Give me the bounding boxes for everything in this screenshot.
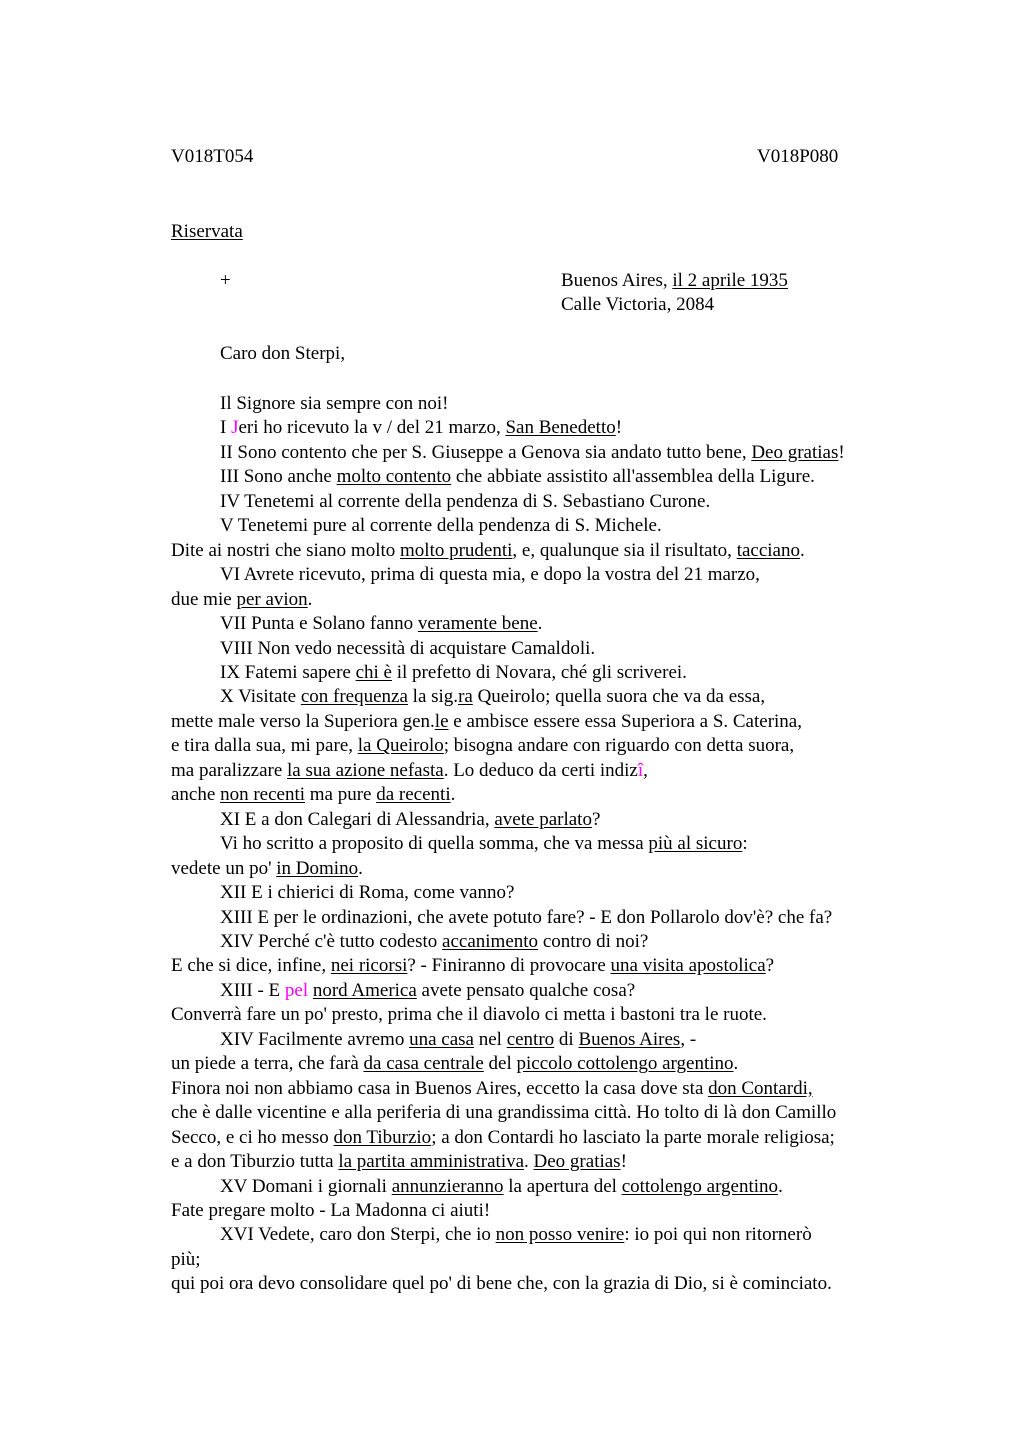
line-text: ; bisogna andare con riguardo con detta suora, bbox=[443, 735, 795, 757]
letter-line bbox=[171, 490, 931, 514]
letter-line bbox=[171, 857, 931, 881]
letter-line bbox=[171, 759, 931, 783]
line-text: XII E i chierici di Roma, come vanno? bbox=[220, 882, 515, 904]
underlined-text: da casa centrale bbox=[363, 1053, 484, 1075]
letter-line bbox=[171, 1003, 931, 1027]
line-text: , e, qualunque sia il risultato, bbox=[512, 539, 737, 561]
underlined-text: una casa bbox=[409, 1028, 474, 1050]
underlined-text: da recenti bbox=[376, 784, 451, 806]
underlined-text: ra bbox=[458, 686, 473, 708]
letter-line bbox=[171, 661, 931, 685]
place-city: Buenos Aires, bbox=[561, 270, 673, 291]
letter-line bbox=[171, 930, 931, 954]
letter-line bbox=[171, 881, 931, 905]
letter-line bbox=[171, 1126, 931, 1150]
letter-line bbox=[171, 588, 931, 612]
line-text: ! bbox=[615, 417, 623, 439]
underlined-text: molto prudenti bbox=[400, 539, 513, 561]
letter-line bbox=[171, 832, 931, 856]
line-text: VI Avrete ricevuto, prima di questa mia, e dopo la vostra del 21 marzo, bbox=[220, 564, 760, 586]
underlined-text: piccolo cottolengo argentino bbox=[516, 1053, 734, 1075]
line-text: Fate pregare molto - La Madonna ci aiuti! bbox=[171, 1199, 491, 1221]
line-text: Queirolo; quella suora che va da essa, bbox=[472, 686, 766, 708]
line-text: . bbox=[450, 784, 456, 806]
line-text: VII Punta e Solano fanno bbox=[220, 613, 418, 635]
underlined-text: don Tiburzio bbox=[333, 1126, 432, 1148]
letter-line bbox=[171, 539, 931, 563]
letter-line bbox=[171, 514, 931, 538]
line-text: XIV Facilmente avremo bbox=[220, 1028, 410, 1050]
line-text: XVI Vedete, caro don Sterpi, che io bbox=[220, 1224, 496, 1246]
line-text: II Sono contento che per S. Giuseppe a Genova sia andato tutto bene, bbox=[220, 441, 752, 463]
line-text: I bbox=[220, 417, 232, 439]
header-right-code: V018P080 bbox=[757, 146, 839, 167]
underlined-text: chi è bbox=[355, 661, 392, 683]
letter-line bbox=[171, 783, 931, 807]
line-text: di bbox=[554, 1028, 579, 1050]
line-text: . bbox=[524, 1151, 534, 1173]
letter-line bbox=[171, 563, 931, 587]
line-text: , - bbox=[680, 1028, 697, 1050]
line-text: mette male verso la Superiora gen. bbox=[171, 710, 435, 732]
line-text: IX Fatemi sapere bbox=[220, 661, 356, 683]
underlined-text: non recenti bbox=[220, 784, 305, 806]
line-text: Il Signore sia sempre con noi! bbox=[220, 393, 449, 414]
line-text: III Sono anche bbox=[220, 466, 337, 488]
underlined-text: non posso venire bbox=[495, 1224, 625, 1246]
underlined-text: avete parlato bbox=[494, 808, 592, 830]
letter-line bbox=[171, 1052, 931, 1076]
line-text: contro di noi? bbox=[538, 930, 649, 952]
letter-line bbox=[171, 808, 931, 832]
letter-date: il 2 aprile 1935 bbox=[672, 270, 788, 291]
underlined-text: con frequenza bbox=[300, 686, 408, 708]
letter-line bbox=[171, 392, 931, 416]
line-text: e tira dalla sua, mi pare, bbox=[171, 735, 358, 757]
salutation: Caro don Sterpi, bbox=[220, 343, 346, 364]
line-text: che abbiate assistito all'assemblea della Ligure. bbox=[451, 466, 815, 488]
line-text: IV Tenetemi al corrente della pendenza di S. Sebastiano Curone. bbox=[220, 490, 711, 512]
underlined-text: la sua azione nefasta bbox=[287, 759, 444, 781]
letter-line bbox=[171, 416, 931, 440]
line-text: la apertura del bbox=[503, 1175, 622, 1197]
line-text: . bbox=[537, 613, 543, 635]
letter-line bbox=[171, 1223, 931, 1247]
header-left-code: V018T054 bbox=[171, 146, 254, 167]
line-text: Converrà fare un po' presto, prima che il diavolo ci metta i bastoni tra le ruote. bbox=[171, 1004, 767, 1026]
line-text: . bbox=[733, 1053, 739, 1075]
underlined-text: in Domino bbox=[276, 857, 359, 879]
letter-line bbox=[171, 1150, 931, 1174]
line-text: e a don Tiburzio tutta bbox=[171, 1151, 339, 1173]
line-text: : bbox=[742, 833, 748, 855]
line-text: : io poi qui non ritornerò bbox=[624, 1224, 812, 1246]
line-text: ma paralizzare bbox=[171, 759, 288, 781]
underlined-text: Buenos Aires bbox=[578, 1028, 681, 1050]
line-text: che è dalle vicentine e alla periferia di una grandissima città. Ho tolto di là don Camillo bbox=[171, 1102, 837, 1124]
letter-line bbox=[171, 637, 931, 661]
letter-line bbox=[171, 1272, 931, 1296]
line-text: . Lo deduco da certi indiz bbox=[443, 759, 638, 781]
underlined-text: don Contardi, bbox=[708, 1077, 813, 1099]
letter-line bbox=[171, 954, 931, 978]
letter-line bbox=[171, 1248, 931, 1272]
line-text: . bbox=[358, 857, 363, 879]
underlined-text: annunzieranno bbox=[391, 1175, 504, 1197]
underlined-text: cottolengo argentino bbox=[621, 1175, 779, 1197]
underlined-text: Deo gratias bbox=[533, 1151, 621, 1173]
line-text: nel bbox=[473, 1028, 507, 1050]
highlighted-text: pel bbox=[284, 979, 309, 1001]
underlined-text: veramente bene bbox=[417, 613, 538, 635]
underlined-text: le bbox=[434, 710, 449, 732]
line-text: qui poi ora devo consolidare quel po' di bene che, con la grazia di Dio, si è cominciato. bbox=[171, 1273, 832, 1295]
line-text: ? - Finiranno di provocare bbox=[407, 955, 611, 977]
underlined-text: tacciano bbox=[736, 539, 800, 561]
line-text: ! bbox=[620, 1151, 627, 1173]
line-text: vedete un po' bbox=[171, 857, 277, 879]
line-text: due mie bbox=[171, 588, 237, 610]
underlined-text: centro bbox=[506, 1028, 555, 1050]
letter-line bbox=[171, 1077, 931, 1101]
line-text: X Visitate bbox=[220, 686, 301, 708]
line-text: Dite ai nostri che siano molto bbox=[171, 539, 401, 561]
letter-line bbox=[171, 1175, 931, 1199]
underlined-text: San Benedetto bbox=[505, 417, 616, 439]
place-date bbox=[561, 269, 788, 293]
line-text: avete pensato qualche cosa? bbox=[416, 979, 636, 1001]
cross-mark: + bbox=[220, 270, 231, 291]
line-text: VIII Non vedo necessità di acquistare Camaldoli. bbox=[220, 637, 596, 659]
letter-line bbox=[171, 1199, 931, 1223]
line-text: e ambisce essere essa Superiora a S. Caterina, bbox=[448, 710, 802, 732]
line-text: ma pure bbox=[305, 784, 377, 806]
line-text: ! bbox=[838, 441, 845, 463]
line-text: più; bbox=[171, 1248, 201, 1270]
letter-line bbox=[171, 979, 931, 1003]
letter-line bbox=[171, 710, 931, 734]
line-text: Finora noi non abbiamo casa in Buenos Aires, eccetto la casa dove sta bbox=[171, 1077, 709, 1099]
line-text: un piede a terra, che farà bbox=[171, 1053, 364, 1075]
letter-line bbox=[171, 906, 931, 930]
line-text: ? bbox=[765, 955, 775, 977]
line-text: Vi ho scritto a proposito di quella somma, che va messa bbox=[220, 833, 649, 855]
street-address: Calle Victoria, 2084 bbox=[561, 294, 715, 315]
underlined-text: una visita apostolica bbox=[610, 955, 766, 977]
highlighted-text: J bbox=[231, 417, 239, 439]
underlined-text: per avion bbox=[236, 588, 308, 610]
underlined-text: Deo gratias bbox=[751, 441, 839, 463]
highlighted-text: î bbox=[637, 759, 644, 781]
line-text: anche bbox=[171, 784, 221, 806]
line-text: la sig. bbox=[407, 686, 459, 708]
reserved-label: Riservata bbox=[171, 221, 243, 242]
line-text: ; a don Contardi ho lasciato la parte morale religiosa; bbox=[431, 1126, 835, 1148]
line-text: XIII - E bbox=[220, 979, 285, 1001]
letter-line bbox=[171, 685, 931, 709]
line-text: XV Domani i giornali bbox=[220, 1175, 392, 1197]
line-text: XIV Perché c'è tutto codesto bbox=[220, 930, 443, 952]
line-text: . bbox=[799, 539, 805, 561]
line-text: , bbox=[643, 759, 648, 781]
underlined-text: molto contento bbox=[336, 466, 452, 488]
underlined-text: la Queirolo bbox=[357, 735, 444, 757]
line-text: ? bbox=[591, 808, 601, 830]
letter-line bbox=[171, 465, 931, 489]
letter-line bbox=[171, 734, 931, 758]
line-text: . bbox=[778, 1175, 783, 1197]
underlined-text: nei ricorsi bbox=[330, 955, 408, 977]
line-text: . bbox=[307, 588, 313, 610]
underlined-text: accanimento bbox=[442, 930, 539, 952]
line-text: E che si dice, infine, bbox=[171, 955, 331, 977]
line-text: del bbox=[483, 1053, 517, 1075]
letter-body bbox=[171, 392, 931, 1297]
underlined-text: nord America bbox=[312, 979, 417, 1001]
line-text: V Tenetemi pure al corrente della pendenza di S. Michele. bbox=[220, 515, 662, 537]
underlined-text: la partita amministrativa bbox=[338, 1151, 525, 1173]
line-text: eri ho ricevuto la v / del 21 marzo, bbox=[238, 417, 506, 439]
line-text: il prefetto di Novara, ché gli scriverei. bbox=[392, 661, 687, 683]
line-text: Secco, e ci ho messo bbox=[171, 1126, 334, 1148]
line-text: XIII E per le ordinazioni, che avete potuto fare? - E don Pollarolo dov'è? che fa? bbox=[220, 906, 833, 928]
line-text: XI E a don Calegari di Alessandria, bbox=[220, 808, 495, 830]
letter-line bbox=[171, 1101, 931, 1125]
letter-line bbox=[171, 612, 931, 636]
letter-line bbox=[171, 1028, 931, 1052]
underlined-text: più al sicuro bbox=[648, 833, 743, 855]
letter-line bbox=[171, 441, 931, 465]
